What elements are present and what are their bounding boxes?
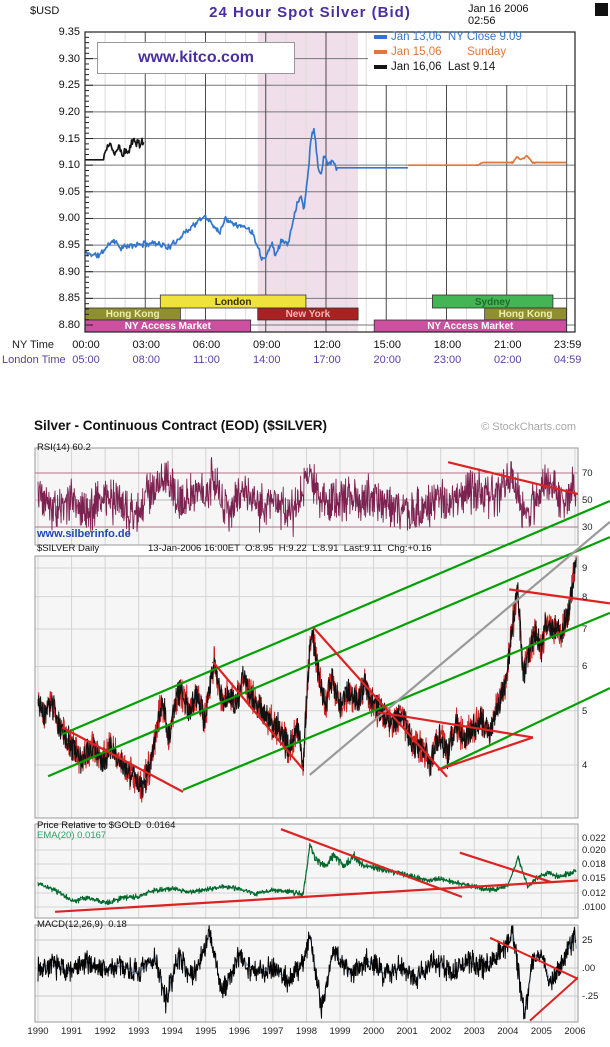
tick-label: 9.25: [58, 79, 80, 92]
ohlc-quote-line: 13-Jan-2006 16:00ET O:8.95 H:9.22 L:8.91 Last:9.11 Chg:+0.16: [148, 543, 432, 554]
tick-label: 9.10: [58, 159, 80, 172]
svg-text:Hong Kong: Hong Kong: [105, 309, 160, 320]
tick-label: 8.85: [58, 292, 80, 305]
legend-item: Jan 15,06 Sunday: [374, 46, 506, 58]
stockcharts-title: Silver - Continuous Contract (EOD) ($SILVER): [34, 418, 328, 433]
tick-label: 03:00: [132, 339, 160, 351]
tick-label: 70: [582, 468, 593, 479]
tick-label: 02:00: [493, 354, 522, 366]
tick-label: 18:00: [433, 339, 462, 351]
legend-swatch: [374, 65, 387, 69]
tick-label: 9.15: [58, 132, 80, 145]
tick-label: .0100: [582, 902, 606, 913]
tick-label: 30: [582, 522, 593, 533]
tick-label: 2002: [430, 1026, 452, 1037]
tick-label: 14:00: [252, 354, 281, 366]
rsi-indicator-label: RSI(14) 60.2: [37, 442, 91, 453]
tick-label: 17:00: [313, 354, 341, 366]
tick-label: 11:00: [193, 354, 220, 366]
tick-label: 1996: [228, 1026, 250, 1037]
tick-label: .00: [582, 963, 596, 974]
kitco-currency-label: $USD: [30, 5, 60, 17]
tick-label: 2005: [530, 1026, 552, 1037]
tick-label: 1990: [27, 1026, 49, 1037]
kitco-watermark-link[interactable]: www.kitco.com: [97, 42, 295, 74]
tick-label: 09:00: [252, 339, 281, 351]
tick-label: 50: [582, 495, 593, 506]
tick-label: 0.012: [582, 888, 606, 899]
tick-label: 08:00: [132, 354, 160, 366]
tick-label: 05:00: [72, 354, 100, 366]
tick-label: 23:59: [553, 339, 582, 351]
tick-label: 1995: [195, 1026, 217, 1037]
tick-label: 8: [582, 591, 588, 603]
tick-label: 00:00: [72, 339, 100, 351]
tick-label: 1994: [161, 1026, 183, 1037]
tick-label: 1999: [329, 1026, 351, 1037]
svg-text:Hong Kong: Hong Kong: [498, 309, 553, 320]
tick-label: 2004: [497, 1026, 519, 1037]
tick-label: 1991: [60, 1026, 83, 1037]
tick-label: 9.00: [58, 212, 80, 225]
legend-item: Jan 13,06 NY Close 9.09: [374, 31, 522, 43]
tick-label: 8.80: [58, 318, 80, 331]
tick-label: 7: [582, 624, 588, 636]
tick-label: 12:00: [313, 339, 341, 351]
tick-label: 0.020: [582, 845, 606, 856]
macd-label: MACD(12,26,9) 0.18: [37, 919, 127, 930]
london-time-axis-label: London Time: [2, 354, 66, 366]
tick-label: 21:00: [493, 339, 522, 351]
kitco-timestamp-time: 02:56: [468, 15, 496, 27]
tick-label: 2000: [363, 1026, 385, 1037]
tick-label: 1998: [295, 1026, 318, 1037]
svg-text:NY Access Market: NY Access Market: [427, 321, 514, 332]
tick-label: 06:00: [192, 339, 221, 351]
stockcharts-silver-chart: [0, 415, 610, 1047]
tick-label: 2006: [564, 1026, 586, 1037]
tick-label: 8.95: [58, 239, 80, 252]
symbol-label: $SILVER Daily: [37, 543, 100, 554]
svg-text:NY Access Market: NY Access Market: [124, 321, 211, 332]
tick-label: 5: [582, 705, 588, 717]
tick-label: 9.35: [58, 26, 80, 38]
silberinfo-watermark-link[interactable]: www.silberinfo.de: [37, 528, 131, 540]
corner-square-decoration: [595, 3, 608, 16]
tick-label: 04:59: [553, 354, 582, 366]
tick-label: 0.022: [582, 833, 606, 844]
tick-label: 25: [582, 935, 593, 946]
tick-label: -.25: [582, 991, 599, 1002]
tick-label: 23:00: [433, 354, 462, 366]
tick-label: 9.05: [58, 185, 80, 198]
tick-label: 9.30: [58, 52, 80, 65]
legend-swatch: [374, 50, 387, 54]
kitco-chart-title: 24 Hour Spot Silver (Bid): [209, 4, 411, 21]
tick-label: 1997: [262, 1026, 284, 1037]
tick-label: 9: [582, 563, 588, 574]
svg-text:Sydney: Sydney: [474, 297, 511, 308]
tick-label: 9.20: [58, 105, 80, 118]
tick-label: 15:00: [373, 339, 401, 351]
stockcharts-copyright: © StockCharts.com: [481, 421, 576, 433]
tick-label: 20:00: [373, 354, 401, 366]
ny-time-axis-label: NY Time: [12, 339, 54, 351]
tick-label: 8.90: [58, 265, 80, 278]
tick-label: 4: [582, 759, 588, 771]
tick-label: 1993: [128, 1026, 150, 1037]
tick-label: 0.018: [582, 859, 606, 870]
legend-swatch: [374, 35, 387, 39]
tick-label: 1992: [94, 1026, 116, 1037]
svg-text:London: London: [214, 297, 252, 308]
ema-label: EMA(20) 0.0167: [37, 830, 107, 841]
tick-label: 2001: [396, 1026, 418, 1037]
legend-item: Jan 16,06 Last 9.14: [374, 61, 495, 73]
price-relative-label: Price Relative to $GOLD 0.0164: [37, 820, 176, 831]
tick-label: 0.015: [582, 873, 606, 884]
kitco-timestamp-date: Jan 16 2006: [468, 3, 529, 15]
tick-label: 6: [582, 661, 588, 673]
svg-text:New York: New York: [285, 309, 331, 320]
tick-label: 2003: [463, 1026, 485, 1037]
